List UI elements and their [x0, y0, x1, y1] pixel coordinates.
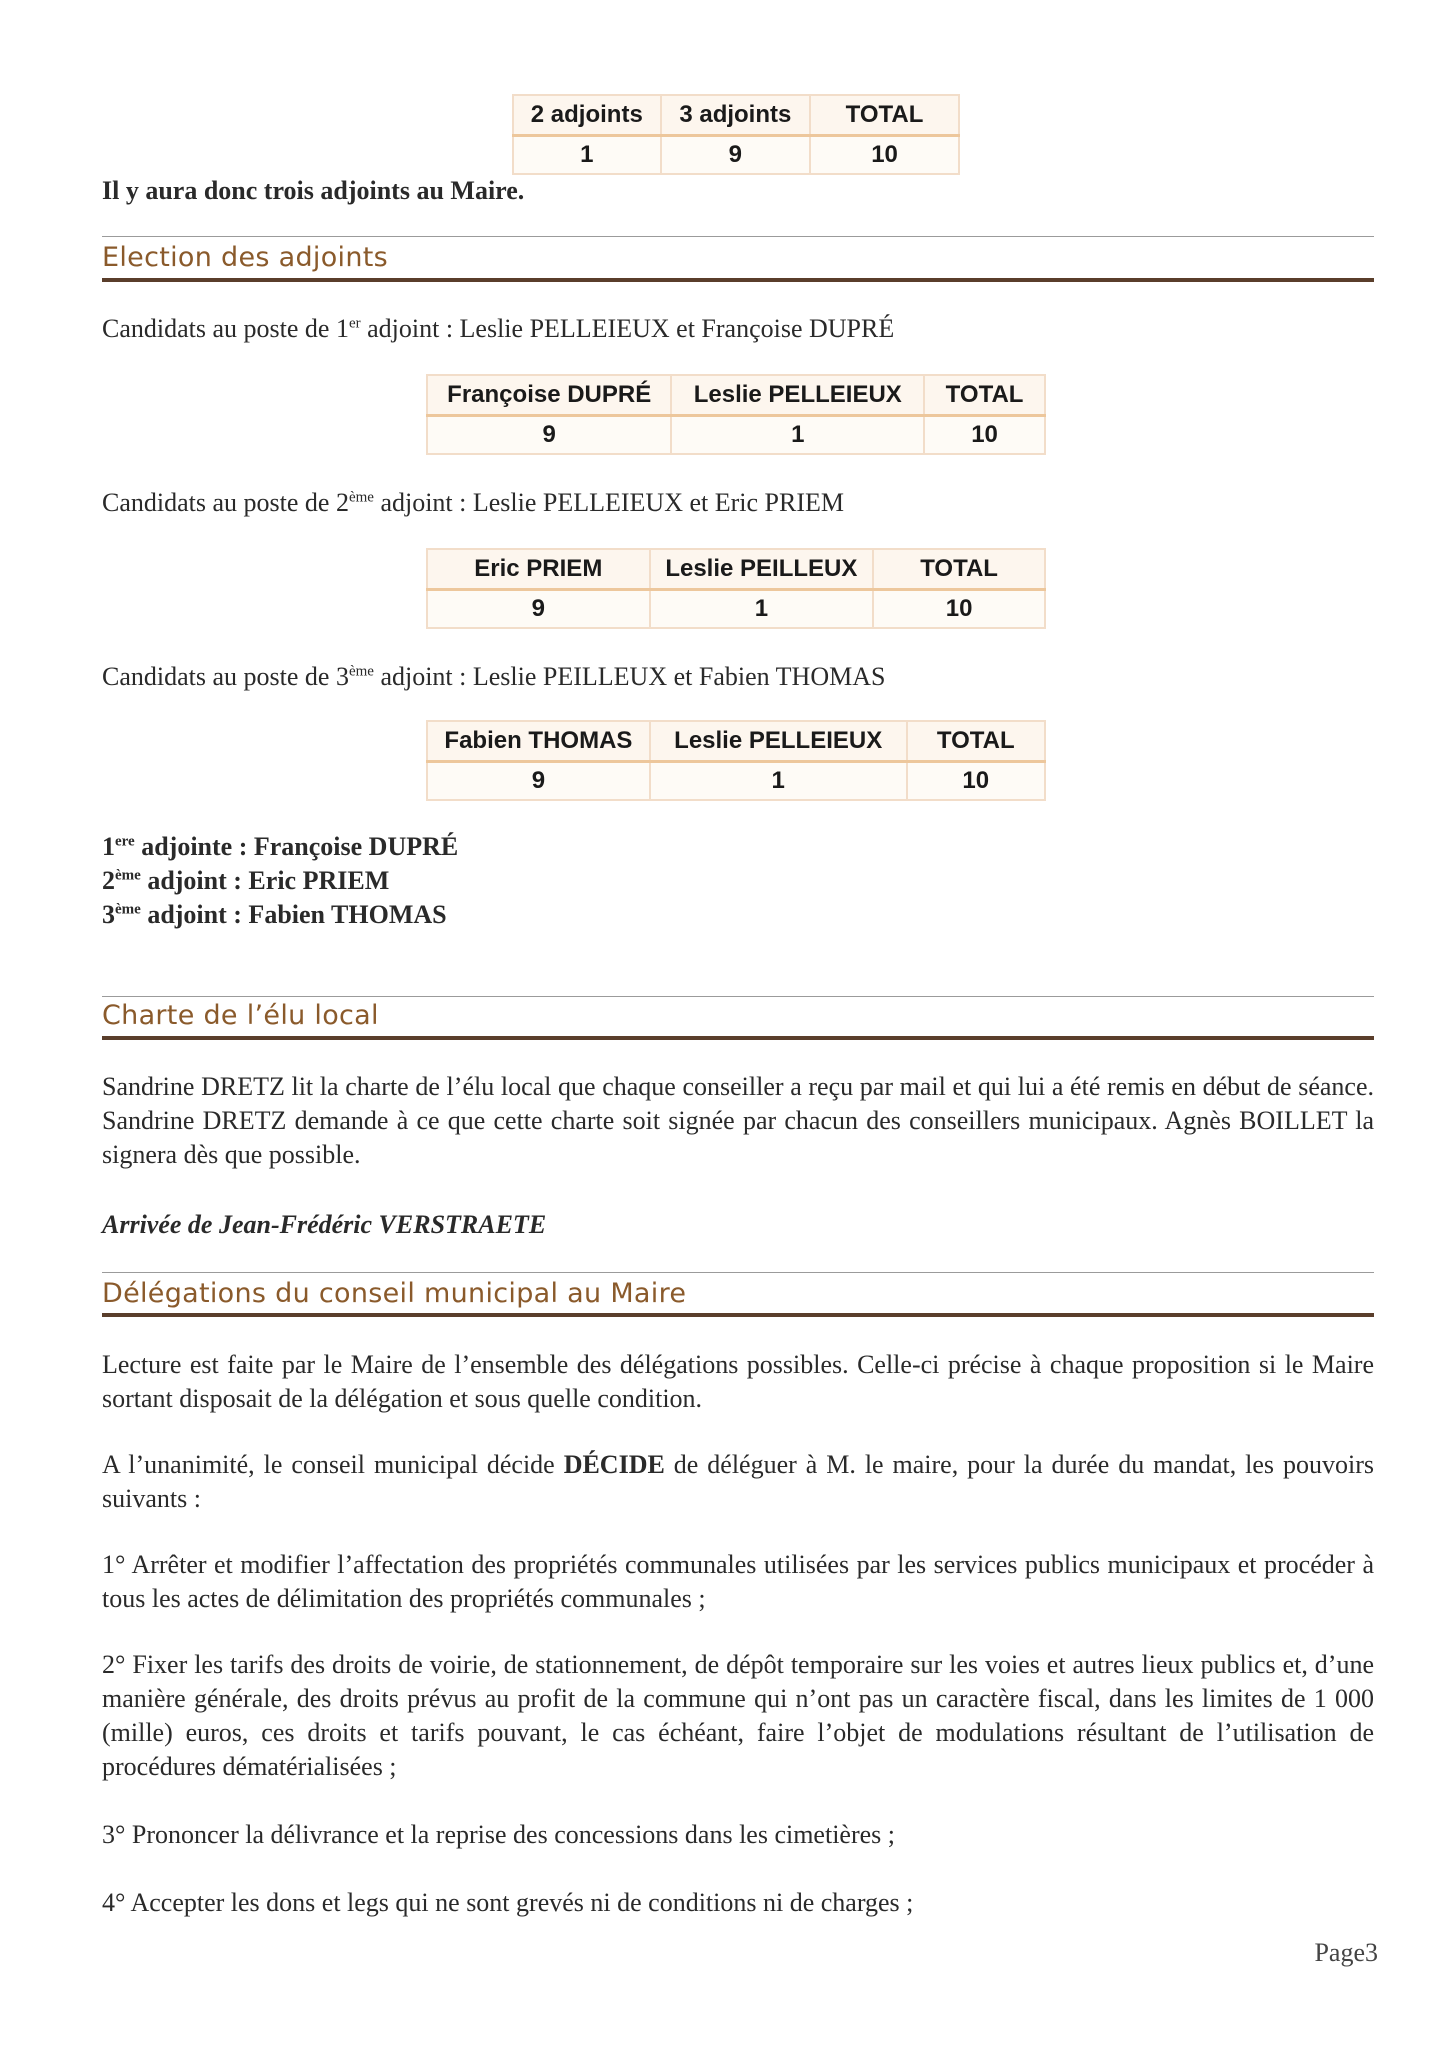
table-cell: 9	[427, 762, 650, 801]
decision-text: A l’unanimité, le conseil municipal décide	[102, 1450, 564, 1479]
delegations-intro: Lecture est faite par le Maire de l’ensemble des délégations possibles. Celle-ci précise à chaque proposition si le Maire sortant disposait de la délégation et sous quelle condition.	[102, 1350, 1374, 1413]
section-title-charte: Charte de l’élu local	[102, 1000, 379, 1031]
table-header: Françoise DUPRÉ	[427, 375, 671, 416]
table-cell: 1	[650, 590, 874, 629]
candidates-text: Candidats au poste de 1	[102, 314, 349, 343]
charte-paragraph: Sandrine DRETZ lit la charte de l’élu local que chaque conseiller a reçu par mail et qui lui a été remis en début de séance. Sandrine DRETZ demande à ce que cette charte soit signée par chacun des conseillers municipaux. Agnès BOILLET la signera dès que possible.	[102, 1072, 1374, 1169]
vote-table-3	[426, 720, 1046, 801]
table-cell: 1	[650, 762, 907, 801]
candidates-line-2	[102, 486, 844, 520]
table-header: Eric PRIEM	[427, 549, 650, 590]
table-cell: 9	[427, 416, 671, 455]
candidates-text: adjoint : Leslie PEILLEUX et Fabien THOMAS	[373, 662, 886, 691]
section-rule-top	[102, 1272, 1374, 1273]
table-header: Leslie PELLEIEUX	[650, 721, 907, 762]
section-rule-bottom	[102, 1036, 1374, 1040]
table-header: TOTAL	[907, 721, 1045, 762]
table-header: Leslie PEILLEUX	[650, 549, 874, 590]
table-cell: 10	[873, 590, 1045, 629]
result-line: 3ème adjoint : Fabien THOMAS	[102, 900, 447, 929]
table-header: TOTAL	[873, 549, 1045, 590]
section-rule-top	[102, 236, 1374, 237]
candidates-text: adjoint : Leslie PELLEIEUX et Françoise DUPRÉ	[360, 314, 895, 343]
delegation-item-4: 4° Accepter les dons et legs qui ne sont grevés ni de conditions ni de charges ;	[102, 1888, 914, 1917]
ordinal-sup: er	[348, 315, 361, 332]
candidates-text: Candidats au poste de 3	[102, 662, 349, 691]
candidates-text: adjoint : Leslie PELLEIEUX et Eric PRIEM	[373, 488, 845, 517]
table-header: TOTAL	[924, 375, 1045, 416]
table-cell: 1	[671, 416, 924, 455]
vote-table-2	[426, 548, 1046, 629]
table-header: 2 adjoints	[513, 95, 661, 136]
delegation-item-1: 1° Arrêter et modifier l’affectation des propriétés communales utilisées par les services publics municipaux et procéder à tous les actes de délimitation des propriétés communales ;	[102, 1550, 1374, 1613]
section-rule-top	[102, 996, 1374, 997]
candidates-line-1	[102, 312, 894, 346]
table-cell: 10	[810, 136, 959, 175]
table-header: Fabien THOMAS	[427, 721, 650, 762]
adjoint-conclusion: Il y aura donc trois adjoints au Maire.	[102, 176, 525, 205]
ordinal-sup: ème	[348, 489, 374, 506]
decision-text: de déléguer à M. le maire, pour la durée du mandat, les pouvoirs suivants :	[102, 1450, 1375, 1513]
adjoint-count-table	[512, 94, 960, 175]
delegation-item-2: 2° Fixer les tarifs des droits de voirie, de stationnement, de dépôt temporaire sur les voies et autres lieux publics et, d’une manière générale, des droits prévus au profit de la commune qui n’ont pas un caractère fiscal, dans les limites de 1 000 (mille) euros, ces droits et tarifs pouvant, le cas échéant, faire l’objet de modulations résultant de l’utilisation de procédures dématérialisées ;	[102, 1650, 1374, 1781]
delegations-decision	[102, 1448, 1374, 1516]
table-cell: 9	[427, 590, 650, 629]
arrival-note: Arrivée de Jean-Frédéric VERSTRAETE	[102, 1210, 547, 1239]
section-title-election: Election des adjoints	[102, 242, 388, 273]
delegation-item-3: 3° Prononcer la délivrance et la reprise des concessions dans les cimetières ;	[102, 1820, 895, 1849]
section-rule-bottom	[102, 1313, 1374, 1317]
section-title-delegations: Délégations du conseil municipal au Maire	[102, 1278, 687, 1309]
result-line: 1ere adjointe : Françoise DUPRÉ	[102, 832, 459, 861]
table-cell: 10	[924, 416, 1045, 455]
table-cell: 1	[513, 136, 661, 175]
candidates-line-3	[102, 660, 885, 694]
table-cell: 9	[661, 136, 811, 175]
election-results	[102, 830, 802, 932]
table-header: Leslie PELLEIEUX	[671, 375, 924, 416]
ordinal-sup: ème	[348, 663, 374, 680]
page-number: Page3	[1314, 1938, 1378, 1967]
table-cell: 10	[907, 762, 1045, 801]
result-line: 2ème adjoint : Eric PRIEM	[102, 866, 390, 895]
decision-keyword: DÉCIDE	[563, 1450, 665, 1479]
table-header: TOTAL	[810, 95, 959, 136]
vote-table-1	[426, 374, 1046, 455]
table-header: 3 adjoints	[661, 95, 811, 136]
candidates-text: Candidats au poste de 2	[102, 488, 349, 517]
section-rule-bottom	[102, 278, 1374, 282]
